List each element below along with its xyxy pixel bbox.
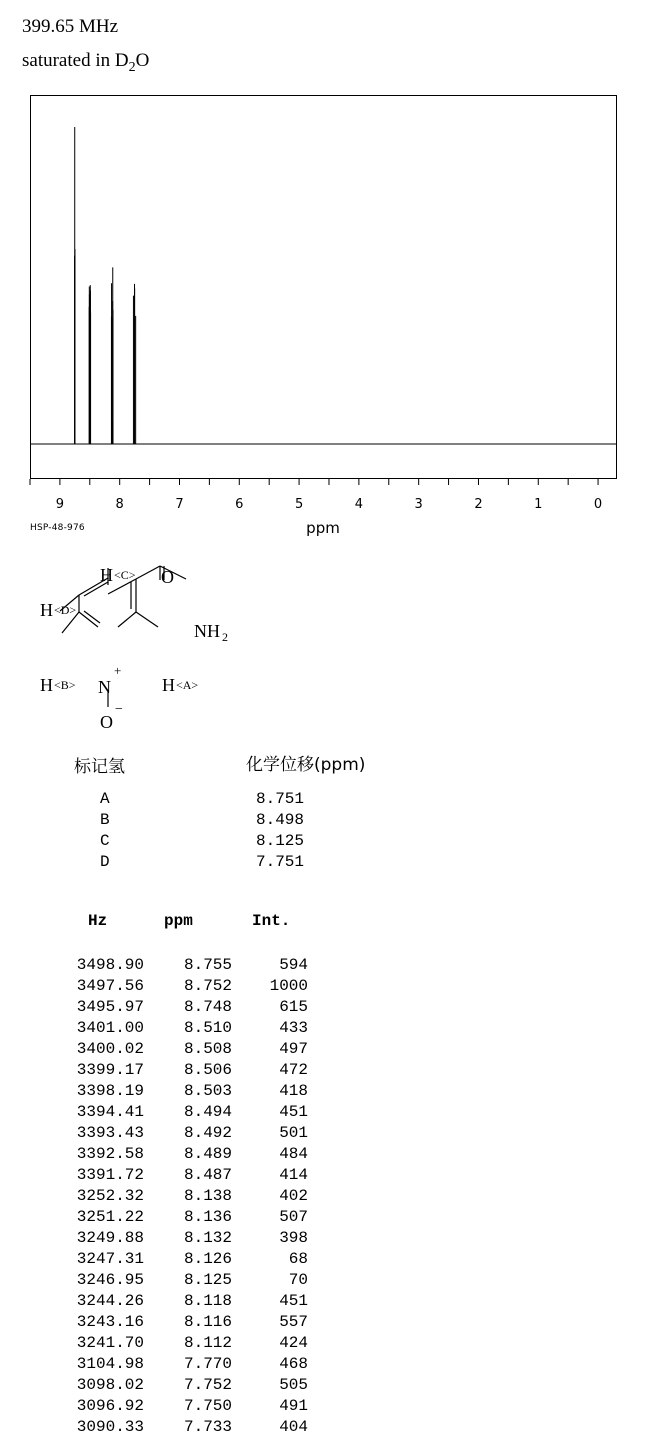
ppm-cell: 8.492 xyxy=(183,1124,232,1142)
ppm-cell: 8.489 xyxy=(183,1145,232,1163)
table-row xyxy=(0,1124,652,1145)
intensity-cell: 404 xyxy=(279,1418,308,1436)
assignment-label: B xyxy=(100,811,110,829)
hz-cell: 3241.70 xyxy=(76,1334,144,1352)
assignment-table xyxy=(0,748,652,878)
ppm-cell: 7.733 xyxy=(183,1418,232,1436)
hz-cell: 3251.22 xyxy=(76,1208,144,1226)
assignment-shift: 7.751 xyxy=(256,853,305,871)
hz-cell: 3399.17 xyxy=(76,1061,144,1079)
x-tick-label: 5 xyxy=(294,497,304,512)
assignment-shift: 8.125 xyxy=(256,832,305,850)
intensity-cell: 505 xyxy=(279,1376,308,1394)
ppm-cell: 8.487 xyxy=(183,1166,232,1184)
intensity-cell: 497 xyxy=(279,1040,308,1058)
ppm-cell: 8.503 xyxy=(183,1082,232,1100)
hz-cell: 3394.41 xyxy=(76,1103,144,1121)
assignment-row xyxy=(0,790,652,811)
intensity-cell: 557 xyxy=(279,1313,308,1331)
intensity-cell: 501 xyxy=(279,1124,308,1142)
tag-ha: <A> xyxy=(176,678,199,692)
table-row xyxy=(0,1355,652,1376)
hz-cell: 3495.97 xyxy=(76,998,144,1016)
ppm-cell: 8.126 xyxy=(183,1250,232,1268)
hz-cell: 3393.43 xyxy=(76,1124,144,1142)
charge-plus: + xyxy=(114,663,122,678)
ppm-cell: 8.755 xyxy=(183,956,232,974)
x-tick-label: 7 xyxy=(175,497,184,512)
assignment-label: C xyxy=(100,832,110,850)
hz-cell: 3497.56 xyxy=(76,977,144,995)
atom-ha: H xyxy=(162,675,175,695)
frequency-label: 399.65 MHz xyxy=(22,16,119,37)
table-row xyxy=(0,1208,652,1229)
plot-frame xyxy=(31,96,617,479)
nmr-spectrum-chart xyxy=(0,0,652,545)
ppm-cell: 8.138 xyxy=(183,1187,232,1205)
peak-group xyxy=(75,127,136,444)
table-row xyxy=(0,1187,652,1208)
assignment-shift: 8.498 xyxy=(256,811,305,829)
ppm-cell: 7.752 xyxy=(183,1376,232,1394)
table-row xyxy=(0,1040,652,1061)
table-row xyxy=(0,1271,652,1292)
atom-nh2-sub: 2 xyxy=(222,630,228,644)
intensity-cell: 491 xyxy=(279,1397,308,1415)
intensity-cell: 402 xyxy=(279,1187,308,1205)
x-tick-label: 9 xyxy=(55,497,65,512)
ppm-cell: 7.750 xyxy=(183,1397,232,1415)
charge-minus: − xyxy=(115,702,123,717)
intensity-cell: 424 xyxy=(279,1334,308,1352)
table-row xyxy=(0,1103,652,1124)
hz-cell: 3398.19 xyxy=(76,1082,144,1100)
table-row xyxy=(0,977,652,998)
intensity-cell: 468 xyxy=(279,1355,308,1373)
ppm-cell: 8.752 xyxy=(183,977,232,995)
table-row xyxy=(0,1418,652,1439)
atom-hb: H xyxy=(40,675,53,695)
ppm-cell: 8.125 xyxy=(183,1271,232,1289)
ppm-cell: 8.118 xyxy=(183,1292,232,1310)
atom-hc: H xyxy=(100,565,113,585)
column-header-ppm: ppm xyxy=(164,912,193,930)
x-tick-label: 0 xyxy=(593,497,603,512)
table-row xyxy=(0,1292,652,1313)
intensity-cell: 398 xyxy=(279,1229,308,1247)
solvent-suffix: O xyxy=(135,50,150,71)
x-tick-label: 2 xyxy=(474,497,483,512)
hz-cell: 3246.95 xyxy=(76,1271,144,1289)
x-tick-label: 6 xyxy=(235,497,244,512)
hz-cell: 3098.02 xyxy=(76,1376,144,1394)
ppm-cell: 8.508 xyxy=(183,1040,232,1058)
intensity-cell: 472 xyxy=(279,1061,308,1079)
table-row xyxy=(0,1166,652,1187)
hz-cell: 3391.72 xyxy=(76,1166,144,1184)
atom-hd: H xyxy=(40,600,53,620)
hz-cell: 3400.02 xyxy=(76,1040,144,1058)
assignment-row xyxy=(0,853,652,874)
solvent-subscript: 2 xyxy=(128,60,136,75)
table-row xyxy=(0,1019,652,1040)
intensity-cell: 594 xyxy=(279,956,308,974)
molecule-structure xyxy=(0,555,300,735)
hz-cell: 3096.92 xyxy=(76,1397,144,1415)
x-axis-ticks xyxy=(30,479,616,513)
solvent-prefix: saturated in D xyxy=(22,50,129,71)
x-tick-label: 1 xyxy=(534,497,543,512)
intensity-cell: 615 xyxy=(279,998,308,1016)
table-row xyxy=(0,1334,652,1355)
hz-cell: 3090.33 xyxy=(76,1418,144,1436)
intensity-cell: 70 xyxy=(288,1271,308,1289)
hz-cell: 3243.16 xyxy=(76,1313,144,1331)
atom-n: N xyxy=(98,677,111,697)
intensity-cell: 1000 xyxy=(269,977,308,995)
intensity-cell: 507 xyxy=(279,1208,308,1226)
assignment-row xyxy=(0,832,652,853)
spectrum-code: HSP-48-976 xyxy=(30,523,85,533)
intensity-cell: 414 xyxy=(279,1166,308,1184)
x-tick-label: 4 xyxy=(354,497,364,512)
ppm-cell: 7.770 xyxy=(183,1355,232,1373)
hz-cell: 3392.58 xyxy=(76,1145,144,1163)
intensity-cell: 433 xyxy=(279,1019,308,1037)
hz-cell: 3498.90 xyxy=(76,956,144,974)
ppm-cell: 8.112 xyxy=(183,1334,232,1352)
atom-o-carbonyl: O xyxy=(161,567,174,587)
table-row xyxy=(0,1250,652,1271)
x-tick-label: 8 xyxy=(115,497,124,512)
table-row xyxy=(0,1376,652,1397)
ppm-cell: 8.510 xyxy=(183,1019,232,1037)
assignment-label: D xyxy=(100,853,110,871)
assignment-header-label: 标记氢 xyxy=(74,757,125,777)
ppm-cell: 8.136 xyxy=(183,1208,232,1226)
assignment-row xyxy=(0,811,652,832)
table-row xyxy=(0,1145,652,1166)
x-tick-label: 3 xyxy=(414,497,423,512)
hz-cell: 3247.31 xyxy=(76,1250,144,1268)
table-row xyxy=(0,998,652,1019)
table-row xyxy=(0,1229,652,1250)
atom-nh2: NH xyxy=(194,621,220,641)
ppm-cell: 8.132 xyxy=(183,1229,232,1247)
table-row xyxy=(0,1397,652,1418)
hz-cell: 3104.98 xyxy=(76,1355,144,1373)
table-row xyxy=(0,956,652,977)
x-axis-label: ppm xyxy=(306,519,340,537)
atom-o-oxide: O xyxy=(100,712,113,732)
hz-cell: 3249.88 xyxy=(76,1229,144,1247)
table-row xyxy=(0,1061,652,1082)
ppm-cell: 8.494 xyxy=(183,1103,232,1121)
assignment-header-shift: 化学位移(ppm) xyxy=(246,755,366,775)
intensity-cell: 451 xyxy=(279,1292,308,1310)
assignment-shift: 8.751 xyxy=(256,790,305,808)
column-header-int: Int. xyxy=(252,912,291,930)
hz-cell: 3401.00 xyxy=(76,1019,144,1037)
intensity-cell: 418 xyxy=(279,1082,308,1100)
intensity-cell: 68 xyxy=(288,1250,308,1268)
table-row xyxy=(0,1313,652,1334)
assignment-label: A xyxy=(100,790,110,808)
tag-hb: <B> xyxy=(54,678,76,692)
hz-cell: 3244.26 xyxy=(76,1292,144,1310)
column-header-hz: Hz xyxy=(88,912,108,930)
intensity-cell: 484 xyxy=(279,1145,308,1163)
intensity-cell: 451 xyxy=(279,1103,308,1121)
ppm-cell: 8.748 xyxy=(183,998,232,1016)
ppm-cell: 8.506 xyxy=(183,1061,232,1079)
hz-cell: 3252.32 xyxy=(76,1187,144,1205)
tag-hd: <D> xyxy=(54,603,77,617)
ppm-cell: 8.116 xyxy=(183,1313,232,1331)
table-row xyxy=(0,1082,652,1103)
tag-hc: <C> xyxy=(114,568,136,582)
